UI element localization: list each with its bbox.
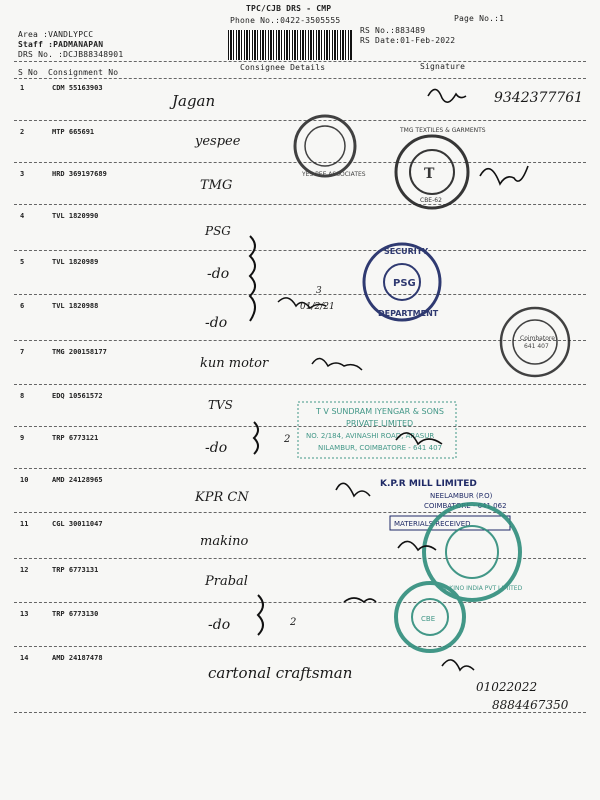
signature-row-7 [312, 358, 362, 370]
brace-rows-12-13 [258, 595, 263, 635]
row-consignee-handwriting: yespee [195, 134, 241, 149]
row-serial: 10 [20, 476, 29, 484]
signature-row-14 [442, 660, 474, 670]
tmg-stamp [396, 127, 486, 208]
rs-number: RS No.:883489 [360, 26, 426, 35]
row-consignment-number: CDM 55163903 [52, 84, 103, 92]
row-consignee-handwriting: KPR CN [195, 490, 249, 505]
row-consignment-number: TRP 6773131 [52, 566, 99, 574]
row-serial: 14 [20, 654, 29, 662]
signature-row-11 [398, 541, 436, 550]
row-consignment-number: AMD 24128965 [52, 476, 103, 484]
brace-rows-8-9 [254, 422, 258, 454]
kun-stamp-pin: 641 407 [524, 343, 549, 350]
row-consignee-handwriting: -do [205, 315, 228, 331]
column-signature: Signature [420, 62, 466, 71]
row-serial: 6 [20, 302, 25, 310]
row-consignment-number: HRD 369197689 [52, 170, 107, 178]
row-consignee-handwriting: cartonal craftsman [208, 664, 353, 682]
row-consignee-handwriting: Jagan [172, 92, 216, 110]
row-serial: 2 [20, 128, 25, 136]
kpr-stamp [380, 479, 510, 530]
tvs-line1: T V SUNDRAM IYENGAR & SONS [316, 407, 444, 416]
row-consignment-number: MTP 665691 [52, 128, 95, 136]
page-number: Page No.:1 [454, 14, 505, 23]
row-serial: 7 [20, 348, 25, 356]
tvs-line3: NO. 2/184, AVINASHI ROAD, ARASUR [306, 432, 435, 440]
row-consignee-handwriting: makino [200, 534, 249, 549]
brace-rows-4-6 [250, 236, 255, 321]
row-consignee-handwriting: Prabal [205, 574, 248, 589]
row-consignment-number: EDQ 10561572 [52, 392, 103, 400]
row-consignment-number: CGL 30011047 [52, 520, 103, 528]
handwritten-count-4: 3 [316, 286, 322, 296]
svg-text:T: T [424, 166, 435, 182]
row-consignee-handwriting: TMG [200, 178, 233, 193]
handwritten-phone: 9342377761 [494, 90, 584, 106]
signature-row-10 [336, 483, 370, 496]
row-consignee-handwriting: kun motor [200, 356, 269, 371]
kun-stamp [501, 308, 569, 376]
row-serial: 8 [20, 392, 25, 400]
row-consignment-number: TRP 6773130 [52, 610, 99, 618]
tmg-stamp-text: TMG TEXTILES & GARMENTS [400, 127, 486, 134]
row-serial: 3 [20, 170, 25, 178]
yespee-stamp [295, 116, 366, 178]
kun-stamp-city: Coimbatore [520, 335, 555, 342]
row-serial: 11 [20, 520, 29, 528]
makino-stamp-cbe: CBE [421, 615, 436, 623]
row-serial: 5 [20, 258, 25, 266]
signature-row-1 [428, 89, 466, 102]
row-consignment-number: TVL 1820988 [52, 302, 99, 310]
row-consignee-handwriting: -do [205, 440, 228, 456]
phone-number: Phone No.:0422-3505555 [230, 16, 341, 25]
handwritten-count-13: 2 [290, 617, 297, 628]
row-consignment-number: TMG 200158177 [52, 348, 107, 356]
row-serial: 12 [20, 566, 29, 574]
kpr-line2: NEELAMBUR (P.O) [430, 492, 493, 500]
column-consignee: Consignee Details [240, 63, 326, 72]
row-consignee-handwriting: TVS [208, 398, 233, 412]
kpr-line3: COIMBATORE - 641 062 [424, 502, 507, 510]
makino-stamp-text: MAKINO INDIA PVT LIMITED [440, 585, 523, 592]
row-serial: 4 [20, 212, 25, 220]
handwritten-date-14: 01022022 [476, 680, 538, 694]
psg-stamp-bottom: DEPARTMENT [378, 309, 439, 318]
signature-row-12 [344, 598, 376, 602]
tvs-line2: PRIVATE LIMITED [346, 419, 414, 428]
tvsundram-stamp [298, 402, 456, 458]
psg-stamp [364, 244, 440, 320]
row-consignment-number: AMD 24187478 [52, 654, 103, 662]
signature-row-3 [480, 166, 528, 184]
drs-number: DRS No. :DCJB88348901 [18, 50, 124, 59]
handwritten-date: 01/2/21 [300, 302, 335, 312]
column-consignment: Consignment No [48, 68, 119, 77]
row-consignment-number: TVL 1820989 [52, 258, 99, 266]
psg-stamp-center: PSG [393, 278, 416, 289]
rs-date: RS Date:01-Feb-2022 [360, 36, 456, 45]
column-sno: S No [18, 68, 39, 77]
row-consignment-number: TVL 1820990 [52, 212, 99, 220]
kpr-line4: MATERIALS RECEIVED [394, 520, 471, 528]
row-consignee-handwriting: -do [207, 266, 230, 282]
kpr-line1: K.P.R MILL LIMITED [380, 479, 477, 489]
row-serial: 9 [20, 434, 25, 442]
handwritten-count-9: 2 [284, 434, 291, 445]
row-serial: 1 [20, 84, 25, 92]
row-consignment-number: TRP 6773121 [52, 434, 99, 442]
psg-stamp-top: SECURITY [384, 247, 428, 256]
staff-field: Staff :PADMANAPAN [18, 40, 104, 49]
row-serial: 13 [20, 610, 29, 618]
page-title: TPC/CJB DRS - CMP [246, 4, 332, 13]
row-consignee-handwriting: PSG [205, 224, 231, 238]
tvs-line4: NILAMBUR, COIMBATORE - 641 407 [318, 444, 442, 452]
yespee-stamp-text: YES PEE ASSOCIATES [302, 171, 366, 178]
handwritten-phone-14: 8884467350 [492, 698, 569, 712]
area-field: Area :VANDLYPCC [18, 30, 94, 39]
tmg-stamp-code: CBE-62 [420, 197, 442, 204]
row-consignee-handwriting: -do [208, 617, 231, 633]
